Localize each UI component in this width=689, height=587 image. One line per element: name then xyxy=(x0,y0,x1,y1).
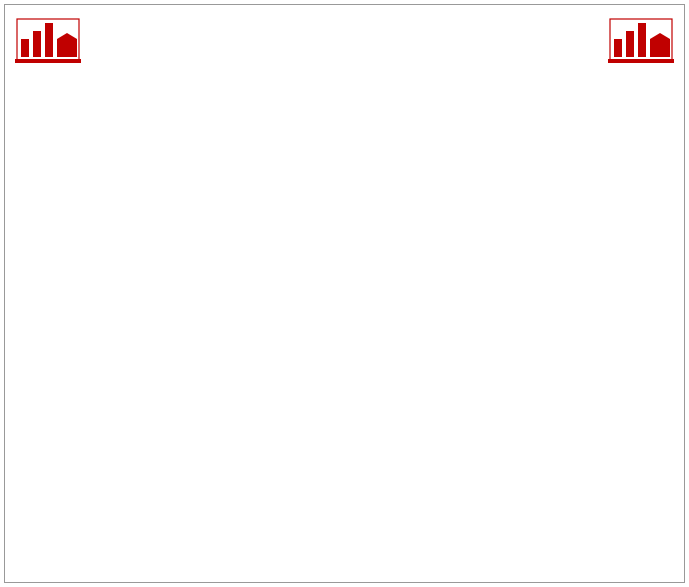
notice-body xyxy=(11,71,678,72)
notice-header xyxy=(5,5,684,71)
industrial-estates-logo-left xyxy=(9,9,87,67)
industrial-estates-logo-right xyxy=(602,9,680,67)
tender-notice xyxy=(4,4,685,583)
notice-title xyxy=(5,5,684,7)
